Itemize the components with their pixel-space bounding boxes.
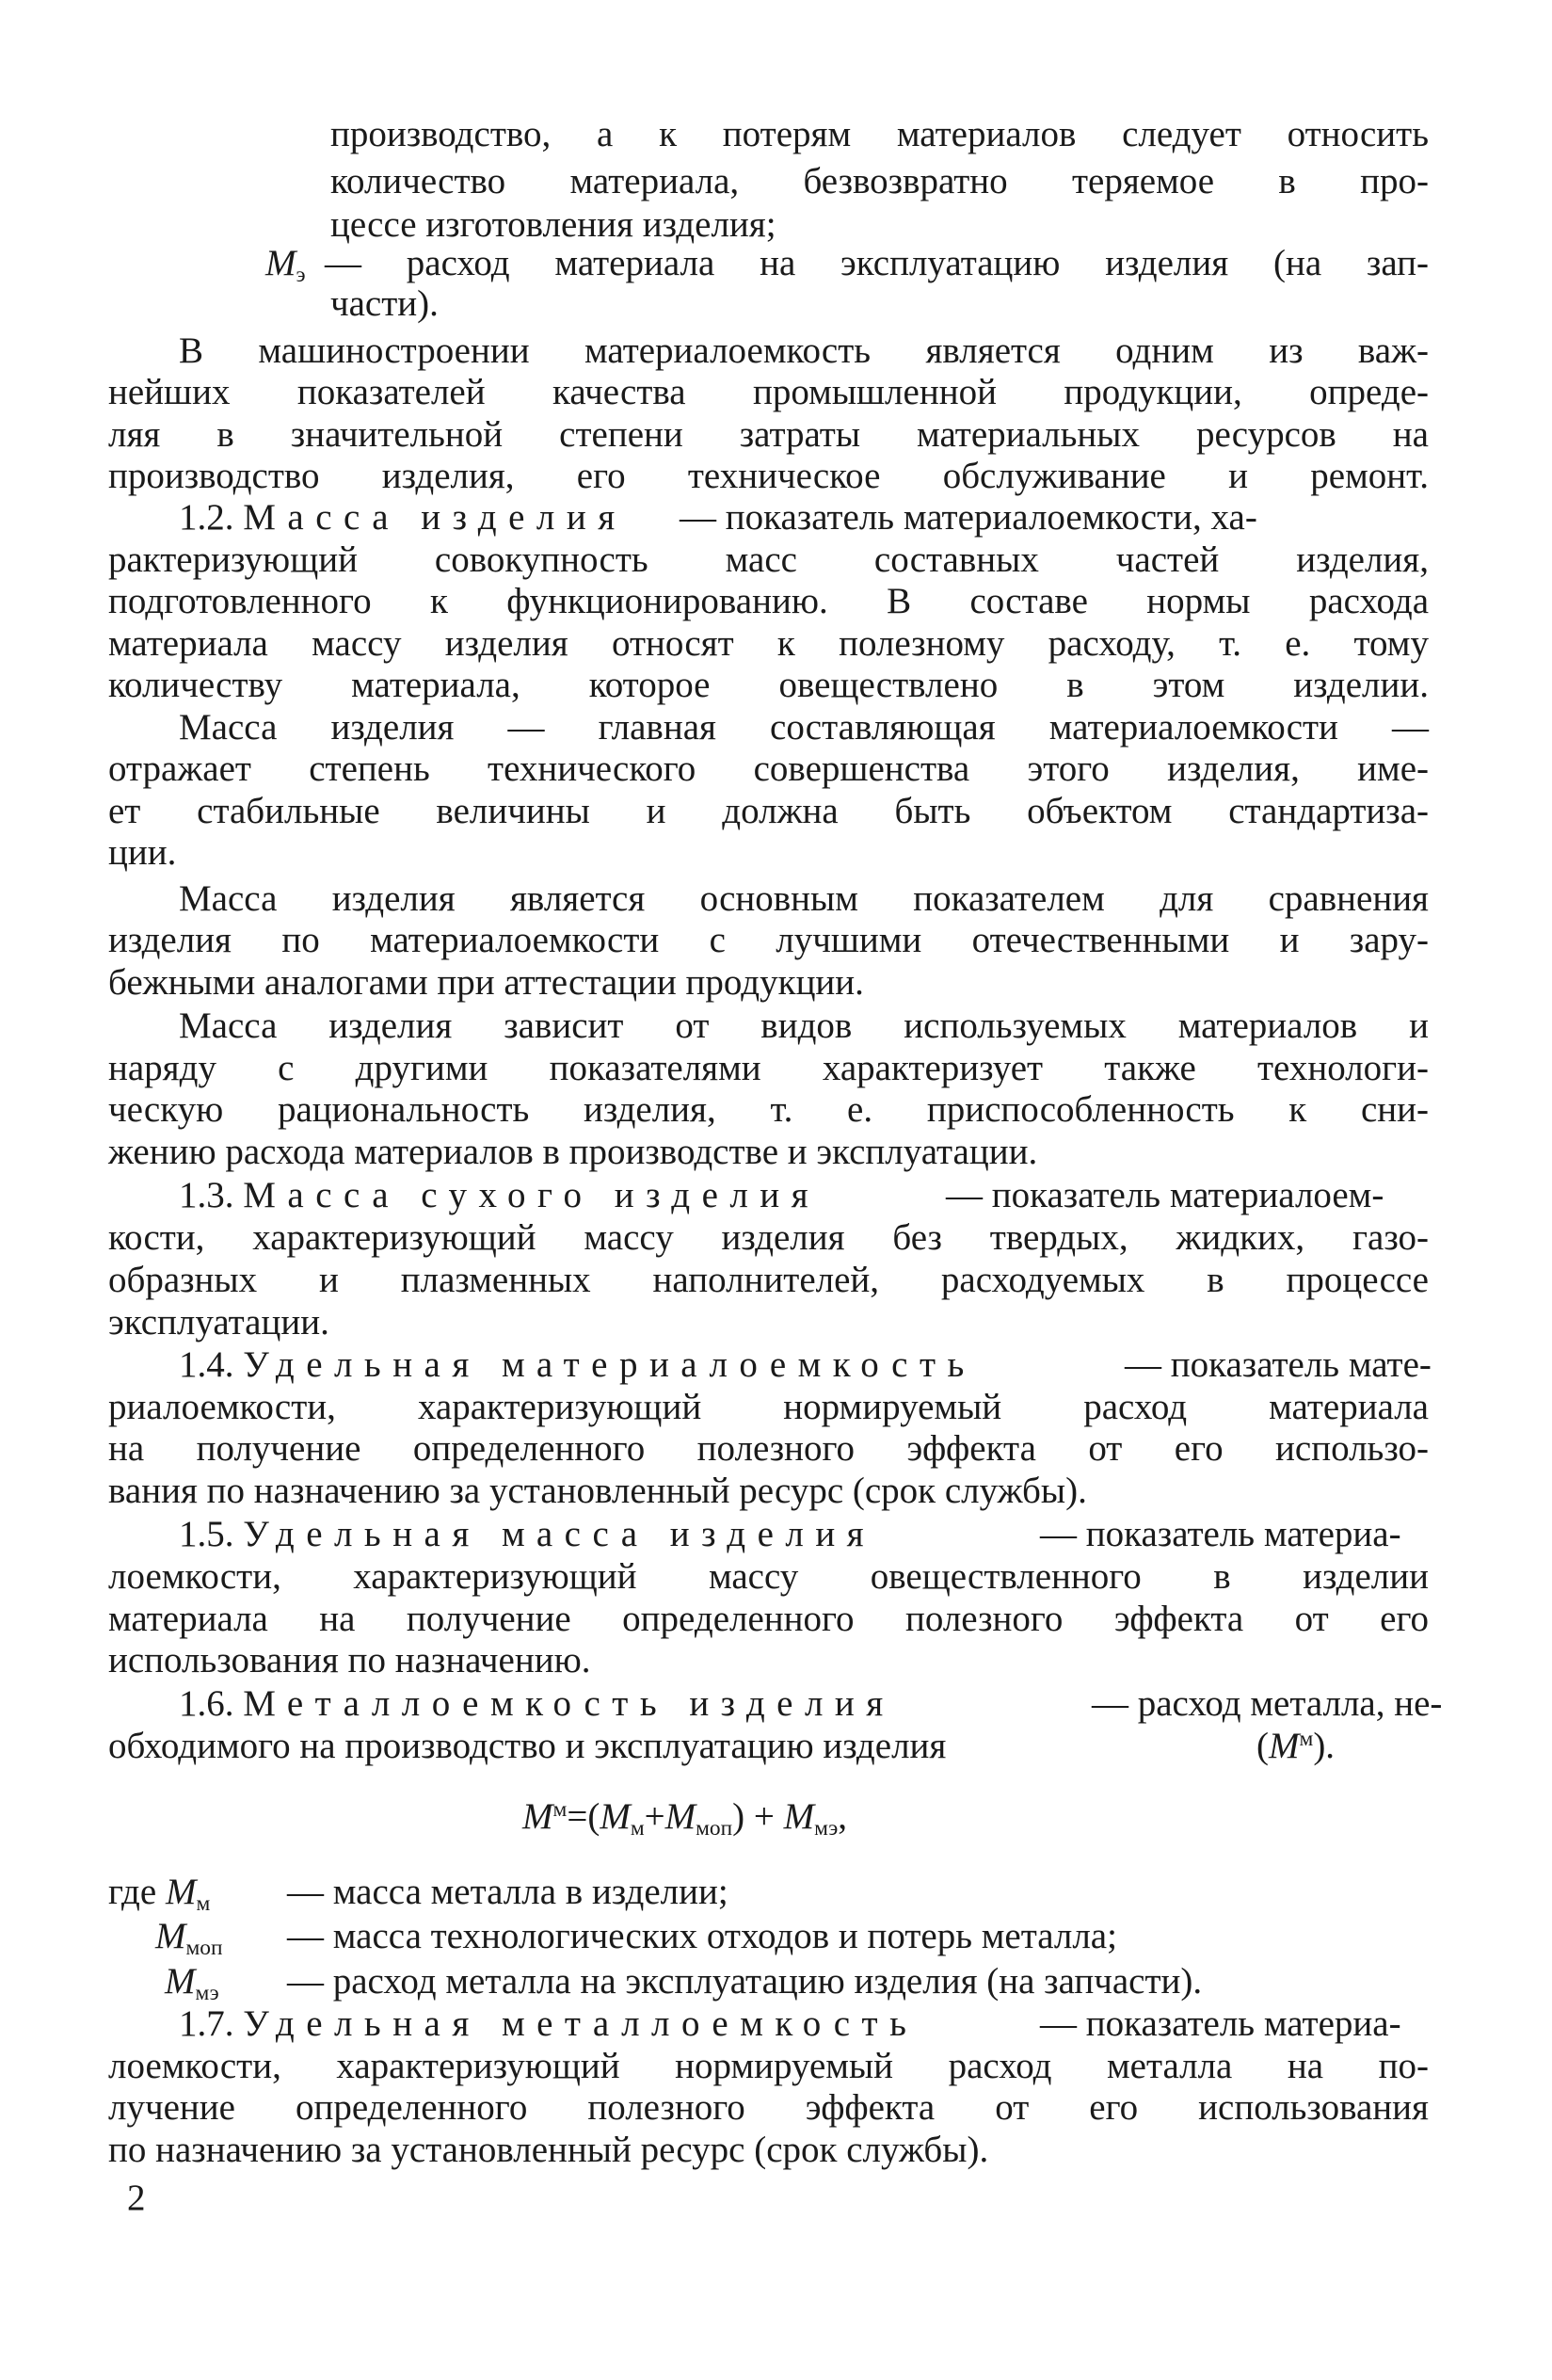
page-number: 2 [127,2178,146,2218]
text-line: ции. [108,832,177,873]
definition-symbol: $M_э$ [265,243,306,288]
text-line: — масса металла в изделии; [287,1872,728,1912]
section-heading-1-6: 1.6. Металлоемкость изделия [179,1683,895,1724]
text-line: на получение определенного полезного эффекта от его использо- [108,1428,1429,1469]
text-line: материала на получение определенного полезного эффекта от его [108,1599,1429,1639]
text-line: лучение определенного полезного эффекта от его использования [108,2087,1429,2128]
formula: $M^м=(M_м+M_{моп}) + M_{мэ}$, [522,1796,848,1841]
text-line: производство изделия, его техническое обслуживание и ремонт. [108,456,1429,496]
text-line: ет стабильные величины и должна быть объектом стандартиза- [108,791,1429,831]
text-line: — расход материала на эксплуатацию изделия (на зап- [325,243,1429,283]
text-line: наряду с другими показателями характеризует также технологи- [108,1048,1429,1088]
text-line: количество материала, безвозвратно теряемое в про- [330,161,1429,201]
text-line: рактеризующий совокупность масс составных частей изделия, [108,539,1429,580]
text-line: лоемкости, характеризующий массу овеществленного в изделии [108,1556,1429,1597]
definition-symbol: $M_{мэ}$ [165,1961,219,2006]
text-line: производство, а к потерям материалов следует относить [330,114,1429,154]
text-line: — показатель материа- [1040,2003,1401,2044]
section-heading-1-7: 1.7. Удельная металлоемкость [179,2003,919,2044]
text-line: материала массу изделия относят к полезному расходу, т. е. тому [108,623,1429,664]
text-line: — показатель материалоем- [946,1175,1384,1215]
text-line: подготовленного к функционированию. В составе нормы расхода [108,581,1429,621]
text-line: Масса изделия является основным показателем для сравнения [179,878,1429,919]
section-heading-1-5: 1.5. Удельная масса изделия [179,1514,876,1554]
text-line: образных и плазменных наполнителей, расходуемых в процессе [108,1260,1429,1300]
text-line: ляя в значительной степени затраты материальных ресурсов на [108,414,1429,455]
text-line: части). [330,283,439,324]
text-line: В машиностроении материалоемкость является одним из важ- [179,330,1429,371]
text-line: отражает степень технического совершенства этого изделия, име- [108,748,1429,789]
text-line: лоемкости, характеризующий нормируемый расход металла на по- [108,2046,1429,2086]
text-line: вания по назначению за установленный ресурс (срок службы). [108,1471,1087,1511]
text-line: кости, характеризующий массу изделия без твердых, жидких, газо- [108,1217,1429,1258]
text-line: ческую рациональность изделия, т. е. приспособленность к сни- [108,1089,1429,1130]
text-line: — расход металла на эксплуатацию изделия (на запчасти). [287,1961,1203,2002]
text-line: — расход металла, не- [1092,1683,1443,1724]
text-line: эксплуатации. [108,1302,329,1343]
text-line: — показатель мате- [1125,1344,1432,1385]
text-line: — масса технологических отходов и потерь металла; [287,1916,1117,1956]
inline-formula: $(M^м)$. [1256,1726,1336,1766]
definition-symbol: $M_{моп}$ [155,1916,223,1961]
section-heading-1-4: 1.4. Удельная материалоемкость [179,1344,976,1385]
text-line: — показатель материа- [1040,1514,1401,1554]
text-line: по назначению за установленный ресурс (срок службы). [108,2130,989,2170]
section-heading-1-3: 1.3. Масса сухого изделия [179,1175,821,1215]
text-line: Масса изделия — главная составляющая материалоемкости — [179,707,1429,748]
section-heading-1-2: 1.2. Масса изделия [179,497,627,538]
text-line: количеству материала, которое овеществлено в этом изделии. [108,665,1429,705]
text-line: использования по назначению. [108,1640,591,1680]
text-line: обходимого на производство и эксплуатацию изделия [108,1726,947,1766]
where-clause: где $M_м$ [108,1872,211,1917]
text-line: риалоемкости, характеризующий нормируемый расход материала [108,1387,1429,1427]
text-line: жению расхода материалов в производстве и эксплуатации. [108,1132,1038,1172]
text-line: бежными аналогами при аттестации продукции. [108,962,864,1003]
text-line: изделия по материалоемкости с лучшими отечественными и зару- [108,920,1429,960]
text-line: — показатель материалоемкости, ха- [680,497,1257,538]
text-line: цессе изготовления изделия; [330,204,776,245]
text-line: Масса изделия зависит от видов используемых материалов и [179,1005,1429,1046]
text-line: нейших показателей качества промышленной продукции, опреде- [108,372,1429,412]
